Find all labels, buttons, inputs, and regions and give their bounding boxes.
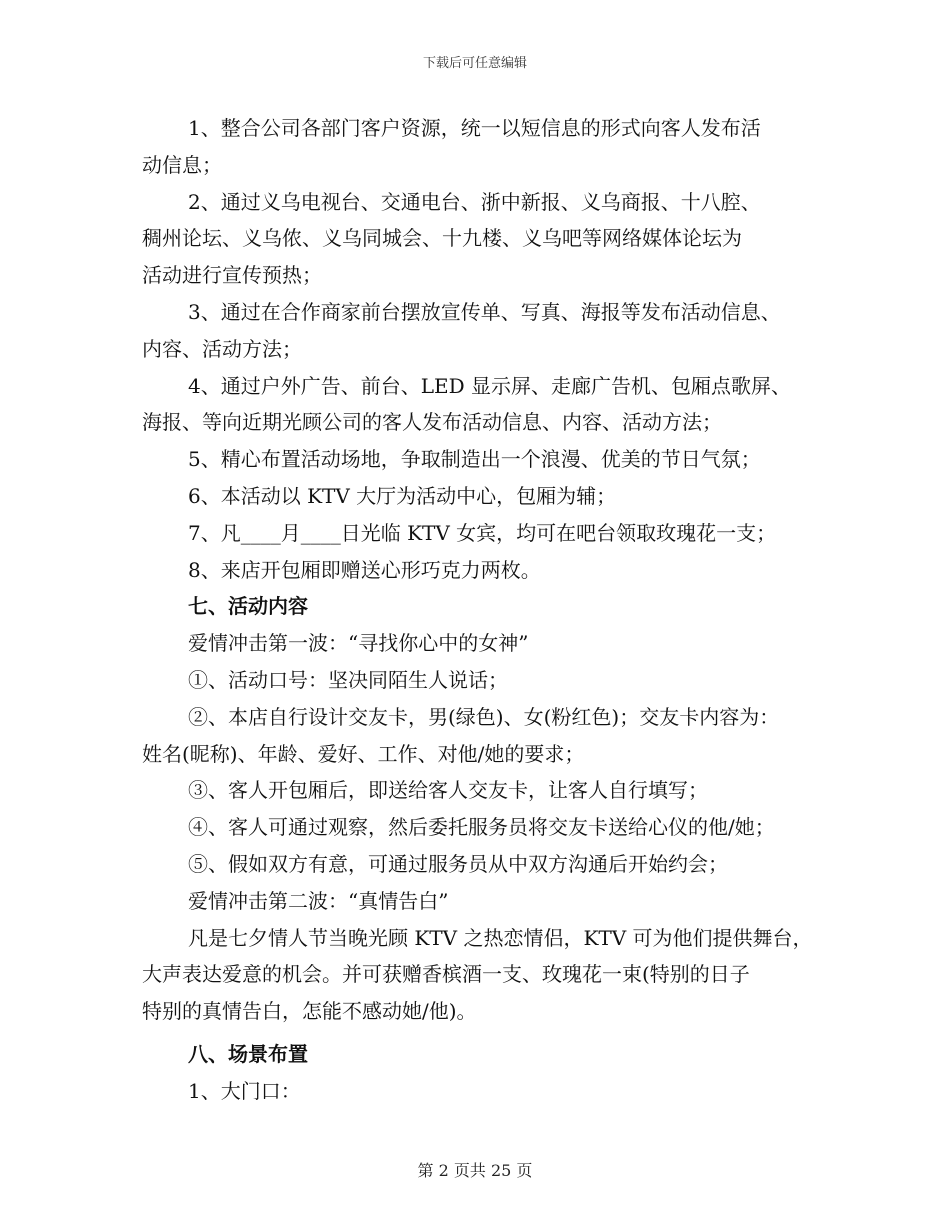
body-line: 3、通过在合作商家前台摆放宣传单、写真、海报等发布活动信息、	[188, 299, 781, 324]
body-line: 动信息；	[142, 152, 222, 177]
section-heading: 八、场景布置	[188, 1041, 308, 1066]
body-line: 7、凡____月____日光临 KTV 女宾，均可在吧台领取玫瑰花一支；	[188, 520, 777, 545]
body-line: 爱情冲击第二波：“真情告白”	[188, 888, 449, 913]
body-line: 8、来店开包厢即赠送心形巧克力两枚。	[188, 557, 541, 582]
page-footer: 第 2 页共 25 页	[417, 1161, 533, 1180]
body-line: 凡是七夕情人节当晚光顾 KTV 之热恋情侣，KTV 可为他们提供舞台，	[188, 925, 813, 950]
body-line: ①、活动口号：坚决同陌生人说话；	[188, 667, 508, 692]
section-heading: 七、活动内容	[188, 594, 308, 619]
body-line: ③、客人开包厢后，即送给客人交友卡，让客人自行填写；	[188, 778, 708, 803]
body-line: 活动进行宣传预热；	[142, 263, 322, 288]
body-line: 海报、等向近期光顾公司的客人发布活动信息、内容、活动方法；	[142, 410, 722, 435]
body-line: ④、客人可通过观察，然后委托服务员将交友卡送给心仪的他/她；	[188, 815, 775, 840]
body-line: 1、大门口：	[188, 1078, 301, 1103]
body-line: 6、本活动以 KTV 大厅为活动中心，包厢为辅；	[188, 483, 617, 508]
body-line: 4、通过户外广告、前台、LED 显示屏、走廊广告机、包厢点歌屏、	[188, 373, 791, 398]
body-line: 1、整合公司各部门客户资源，统一以短信息的形式向客人发布活	[188, 116, 761, 140]
page-header: 下载后可任意编辑	[422, 56, 527, 71]
body-line: 大声表达爱意的机会。并可获赠香槟酒一支、玫瑰花一束(特别的日子	[142, 962, 750, 987]
body-line: 稠州论坛、义乌侬、义乌同城会、十九楼、义乌吧等网络媒体论坛为	[142, 226, 742, 251]
body-line: 姓名(昵称)、年龄、爱好、工作、对他/她的要求；	[142, 741, 585, 766]
body-line: ⑤、假如双方有意，可通过服务员从中双方沟通后开始约会；	[188, 851, 728, 876]
body-line: 5、精心布置活动场地，争取制造出一个浪漫、优美的节日气氛；	[188, 447, 761, 472]
document-body	[142, 110, 813, 1110]
body-line: 内容、活动方法；	[142, 336, 302, 361]
body-line: ②、本店自行设计交友卡，男(绿色)、女(粉红色)；交友卡内容为：	[188, 704, 780, 729]
body-line: 特别的真情告白，怎能不感动她/他)。	[142, 999, 477, 1024]
body-line: 2、通过义乌电视台、交通电台、浙中新报、义乌商报、十八腔、	[188, 189, 761, 214]
body-line: 爱情冲击第一波：“寻找你心中的女神”	[188, 631, 529, 656]
